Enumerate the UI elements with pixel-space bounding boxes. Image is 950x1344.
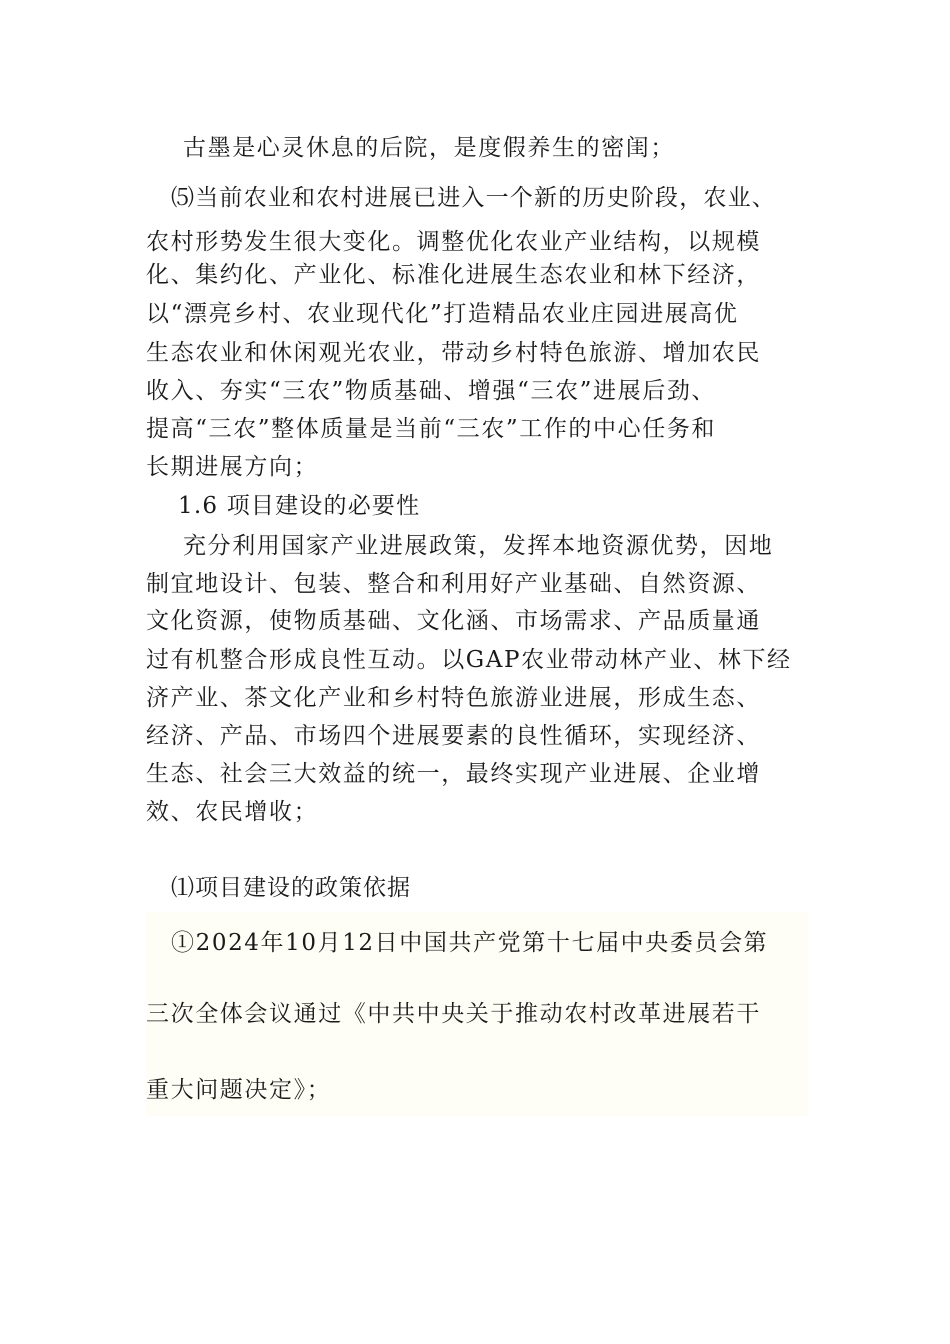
section-heading: 1.6 项目建设的必要性 xyxy=(178,493,421,519)
necessity-line: 制宜地设计、包装、整合和利用好产业基础、自然资源、 xyxy=(146,571,761,597)
necessity-line: 文化资源，使物质基础、文化涵、市场需求、产品质量通 xyxy=(146,608,761,634)
necessity-line: 过有机整合形成良性互动。以GAP农业带动林产业、林下经 xyxy=(146,647,792,673)
policy-item-line: 三次全体会议通过《中共中央关于推动农村改革进展若干 xyxy=(146,1001,761,1027)
necessity-line: 经济、产品、市场四个进展要素的良性循环，实现经济、 xyxy=(146,723,761,749)
paragraph-5-line: 以“漂亮乡村、农业现代化”打造精品农业庄园进展高优 xyxy=(146,301,739,327)
paragraph-5-line: ⑸当前农业和农村进展已进入一个新的历史阶段，农业、 xyxy=(171,185,776,211)
paragraph-5-line: 农村形势发生很大变化。调整优化农业产业结构，以规模 xyxy=(146,229,761,255)
paragraph-5-line: 长期进展方向； xyxy=(146,454,319,480)
intro-line: 古墨是心灵休息的后院，是度假养生的密闺； xyxy=(183,135,675,161)
necessity-line: 济产业、茶文化产业和乡村特色旅游业进展，形成生态、 xyxy=(146,685,761,711)
paragraph-5-line: 生态农业和休闲观光农业，带动乡村特色旅游、增加农民 xyxy=(146,340,761,366)
policy-item-line: ①2024年10月12日中国共产党第十七届中央委员会第 xyxy=(171,930,769,956)
policy-heading: ⑴项目建设的政策依据 xyxy=(171,875,411,901)
necessity-line: 生态、社会三大效益的统一，最终实现产业进展、企业增 xyxy=(146,761,761,787)
paragraph-5-line: 收入、夯实“三农”物质基础、增强“三农”进展后劲、 xyxy=(146,378,717,404)
policy-item-line: 重大问题决定》； xyxy=(146,1077,332,1103)
paragraph-5-line: 化、集约化、产业化、标准化进展生态农业和林下经济， xyxy=(146,262,761,288)
necessity-line: 效、农民增收； xyxy=(146,799,319,825)
necessity-line: 充分利用国家产业进展政策，发挥本地资源优势，因地 xyxy=(183,533,774,559)
paragraph-5-line: 提高“三农”整体质量是当前“三农”工作的中心任务和 xyxy=(146,416,717,442)
